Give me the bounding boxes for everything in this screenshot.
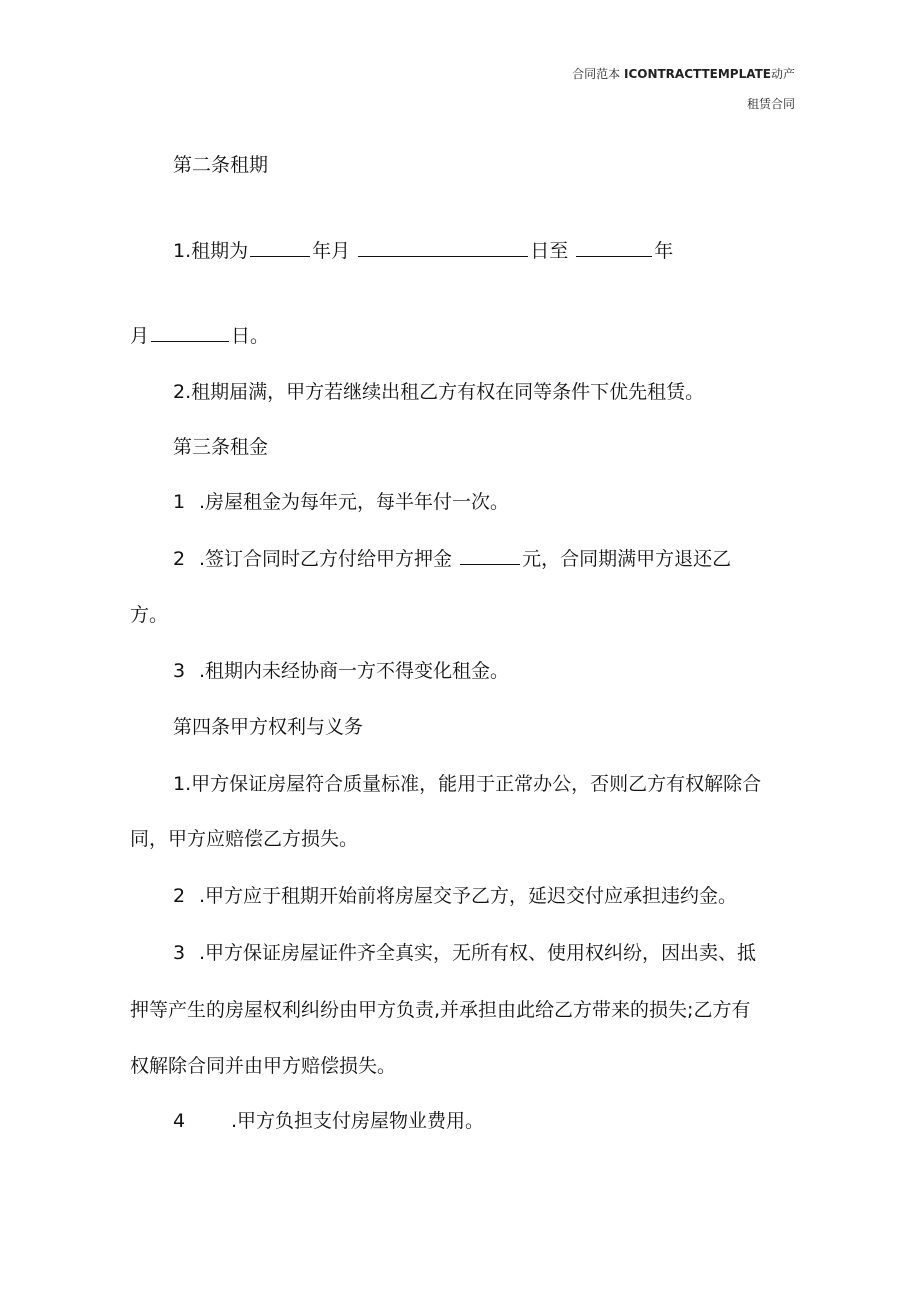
article-3-item-2 bbox=[173, 546, 731, 571]
header-title-line bbox=[572, 65, 795, 82]
deposit-text-cont: 元，合同期满甲方退还乙 bbox=[522, 548, 732, 570]
article-4-item-3-line-3: 权解除合同并由甲方赔偿损失。 bbox=[130, 1055, 397, 1077]
item-text: .甲方负担支付房屋物业费用。 bbox=[231, 1110, 485, 1132]
blank-field bbox=[576, 238, 652, 257]
lease-term-year: 年 bbox=[654, 240, 674, 262]
header-subtitle: 租赁合同 bbox=[746, 97, 795, 111]
article-4-item-3-line-2: 押等产生的房屋权利纠纷由甲方负责,并承担由此给乙方带来的损失;乙方有 bbox=[130, 999, 751, 1021]
article-4-title: 第四条甲方权利与义务 bbox=[173, 716, 364, 738]
header-template-label: ICONTRACTTEMPLATE bbox=[623, 67, 771, 81]
article-3-title: 第三条租金 bbox=[173, 436, 269, 458]
item-number: 1 bbox=[173, 491, 186, 513]
lease-term-year-month: 年月 bbox=[312, 240, 351, 262]
lease-term-day-end: 日。 bbox=[231, 325, 270, 347]
item-number: 2 bbox=[173, 548, 186, 570]
lease-term-day-to: 日至 bbox=[530, 240, 569, 262]
item-text: .甲方保证房屋证件齐全真实，无所有权、使用权纠纷，因出卖、抵 bbox=[199, 942, 757, 964]
item-number: 4 bbox=[173, 1110, 186, 1132]
blank-field bbox=[358, 238, 528, 257]
item-number: 2 bbox=[173, 885, 186, 907]
article-2-item-1-continued bbox=[130, 323, 269, 348]
item-text: .租期内未经协商一方不得变化租金。 bbox=[199, 660, 510, 682]
article-4-item-1: 1.甲方保证房屋符合质量标准，能用于正常办公，否则乙方有权解除合 bbox=[173, 773, 762, 795]
header-prefix: 合同范本 bbox=[572, 67, 621, 81]
item-number: 3 bbox=[173, 660, 186, 682]
lease-term-label: 1.租期为 bbox=[173, 240, 249, 262]
article-3-item-2-continued: 方。 bbox=[130, 604, 169, 626]
article-2-item-1 bbox=[173, 238, 673, 263]
item-number: 3 bbox=[173, 942, 186, 964]
lease-term-month: 月 bbox=[130, 325, 150, 347]
header-suffix: 动产 bbox=[770, 67, 795, 81]
article-4-item-1-continued: 同，甲方应赔偿乙方损失。 bbox=[130, 828, 359, 850]
blank-field bbox=[250, 238, 310, 257]
article-4-item-4 bbox=[173, 1109, 484, 1133]
article-3-item-1 bbox=[173, 490, 509, 514]
blank-field bbox=[460, 546, 520, 565]
article-4-item-3 bbox=[173, 941, 756, 965]
article-2-title: 第二条租期 bbox=[173, 154, 269, 176]
article-4-item-2 bbox=[173, 884, 737, 908]
article-2-item-2: 2.租期届满，甲方若继续出租乙方有权在同等条件下优先租赁。 bbox=[173, 381, 705, 403]
deposit-text: .签订合同时乙方付给甲方押金 bbox=[199, 548, 453, 570]
item-text: .房屋租金为每年元，每半年付一次。 bbox=[199, 491, 510, 513]
blank-field bbox=[151, 323, 229, 342]
article-3-item-3 bbox=[173, 659, 509, 683]
item-text: .甲方应于租期开始前将房屋交予乙方，延迟交付应承担违约金。 bbox=[199, 885, 738, 907]
